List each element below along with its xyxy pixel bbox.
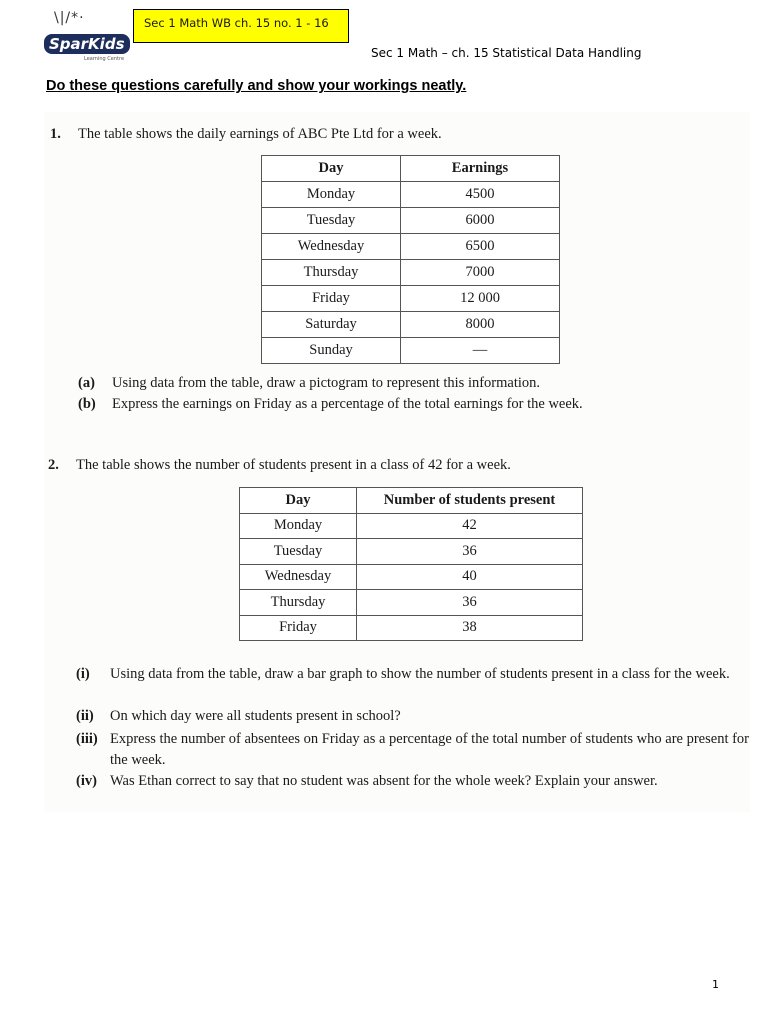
- table-row: [262, 312, 560, 338]
- table-cell: 36: [357, 539, 583, 565]
- table-row: [262, 208, 560, 234]
- table-row: [262, 338, 560, 364]
- page-number: 1: [712, 978, 719, 991]
- table-cell: Tuesday: [240, 539, 357, 565]
- table-cell: Wednesday: [262, 234, 401, 260]
- table-cell: 38: [357, 615, 583, 641]
- part-label: (b): [78, 396, 96, 412]
- table-cell: 6000: [401, 208, 560, 234]
- table-cell: 6500: [401, 234, 560, 260]
- table-cell: —: [401, 338, 560, 364]
- table-cell: Saturday: [262, 312, 401, 338]
- table-header-cell: Day: [240, 488, 357, 514]
- table-cell: 40: [357, 564, 583, 590]
- table-cell: Friday: [240, 615, 357, 641]
- question-1b: [78, 394, 738, 415]
- table-row: [240, 615, 583, 641]
- table-cell: Monday: [240, 513, 357, 539]
- table-row: [240, 539, 583, 565]
- part-text: Using data from the table, draw a bar graph to show the number of students present in a class for the week.: [110, 666, 730, 682]
- document-label: Sec 1 Math WB ch. 15 no. 1 - 16: [133, 9, 349, 43]
- table-cell: 7000: [401, 260, 560, 286]
- part-label: (i): [76, 666, 90, 682]
- table-row: [262, 234, 560, 260]
- part-text: Express the earnings on Friday as a percentage of the total earnings for the week.: [112, 396, 583, 412]
- part-label: (ii): [76, 708, 94, 724]
- table-cell: Sunday: [262, 338, 401, 364]
- table-row: [240, 564, 583, 590]
- earnings-table: [261, 155, 560, 364]
- table-cell: 4500: [401, 182, 560, 208]
- part-text: Express the number of absentees on Friday as a percentage of the total number of students who are present for the week.: [110, 731, 749, 768]
- table-row: [262, 286, 560, 312]
- table-cell: 12 000: [401, 286, 560, 312]
- header-title: Sec 1 Math – ch. 15 Statistical Data Handling: [371, 46, 642, 60]
- question-2iii: [76, 729, 750, 771]
- logo-text: SparKids: [44, 34, 130, 54]
- question-2-number: 2.: [48, 457, 59, 473]
- sparkids-logo: [44, 10, 126, 60]
- part-label: (a): [78, 375, 95, 391]
- table-cell: Thursday: [240, 590, 357, 616]
- table-header-row: [240, 488, 583, 514]
- table-cell: Thursday: [262, 260, 401, 286]
- question-2iv: [76, 771, 750, 792]
- question-1-text: The table shows the daily earnings of ABC Pte Ltd for a week.: [78, 126, 442, 142]
- part-text: Using data from the table, draw a pictogram to represent this information.: [112, 375, 541, 391]
- table-cell: 42: [357, 513, 583, 539]
- attendance-table: [239, 487, 583, 641]
- table-cell: 36: [357, 590, 583, 616]
- table-header-cell: Earnings: [401, 156, 560, 182]
- question-1: [50, 126, 442, 143]
- table-row: [240, 590, 583, 616]
- table-cell: 8000: [401, 312, 560, 338]
- table-cell: Wednesday: [240, 564, 357, 590]
- logo-subtext: Learning Centre: [84, 56, 125, 62]
- question-2i: [76, 664, 750, 685]
- instruction: Do these questions carefully and show your workings neatly.: [46, 78, 467, 94]
- table-header-cell: Number of students present: [357, 488, 583, 514]
- question-1-number: 1.: [50, 126, 61, 142]
- question-2ii: [76, 706, 750, 727]
- part-text: On which day were all students present in school?: [110, 708, 401, 724]
- part-label: (iii): [76, 731, 98, 747]
- question-2: [48, 457, 511, 474]
- question-2-text: The table shows the number of students present in a class of 42 for a week.: [76, 457, 511, 473]
- table-header-cell: Day: [262, 156, 401, 182]
- sparkle-icon: \|/*·: [54, 10, 85, 26]
- table-cell: Friday: [262, 286, 401, 312]
- table-row: [240, 513, 583, 539]
- table-header-row: [262, 156, 560, 182]
- question-1a: [78, 373, 738, 394]
- table-cell: Tuesday: [262, 208, 401, 234]
- part-label: (iv): [76, 773, 97, 789]
- part-text: Was Ethan correct to say that no student was absent for the whole week? Explain your answer.: [110, 773, 658, 789]
- table-cell: Monday: [262, 182, 401, 208]
- table-row: [262, 182, 560, 208]
- table-row: [262, 260, 560, 286]
